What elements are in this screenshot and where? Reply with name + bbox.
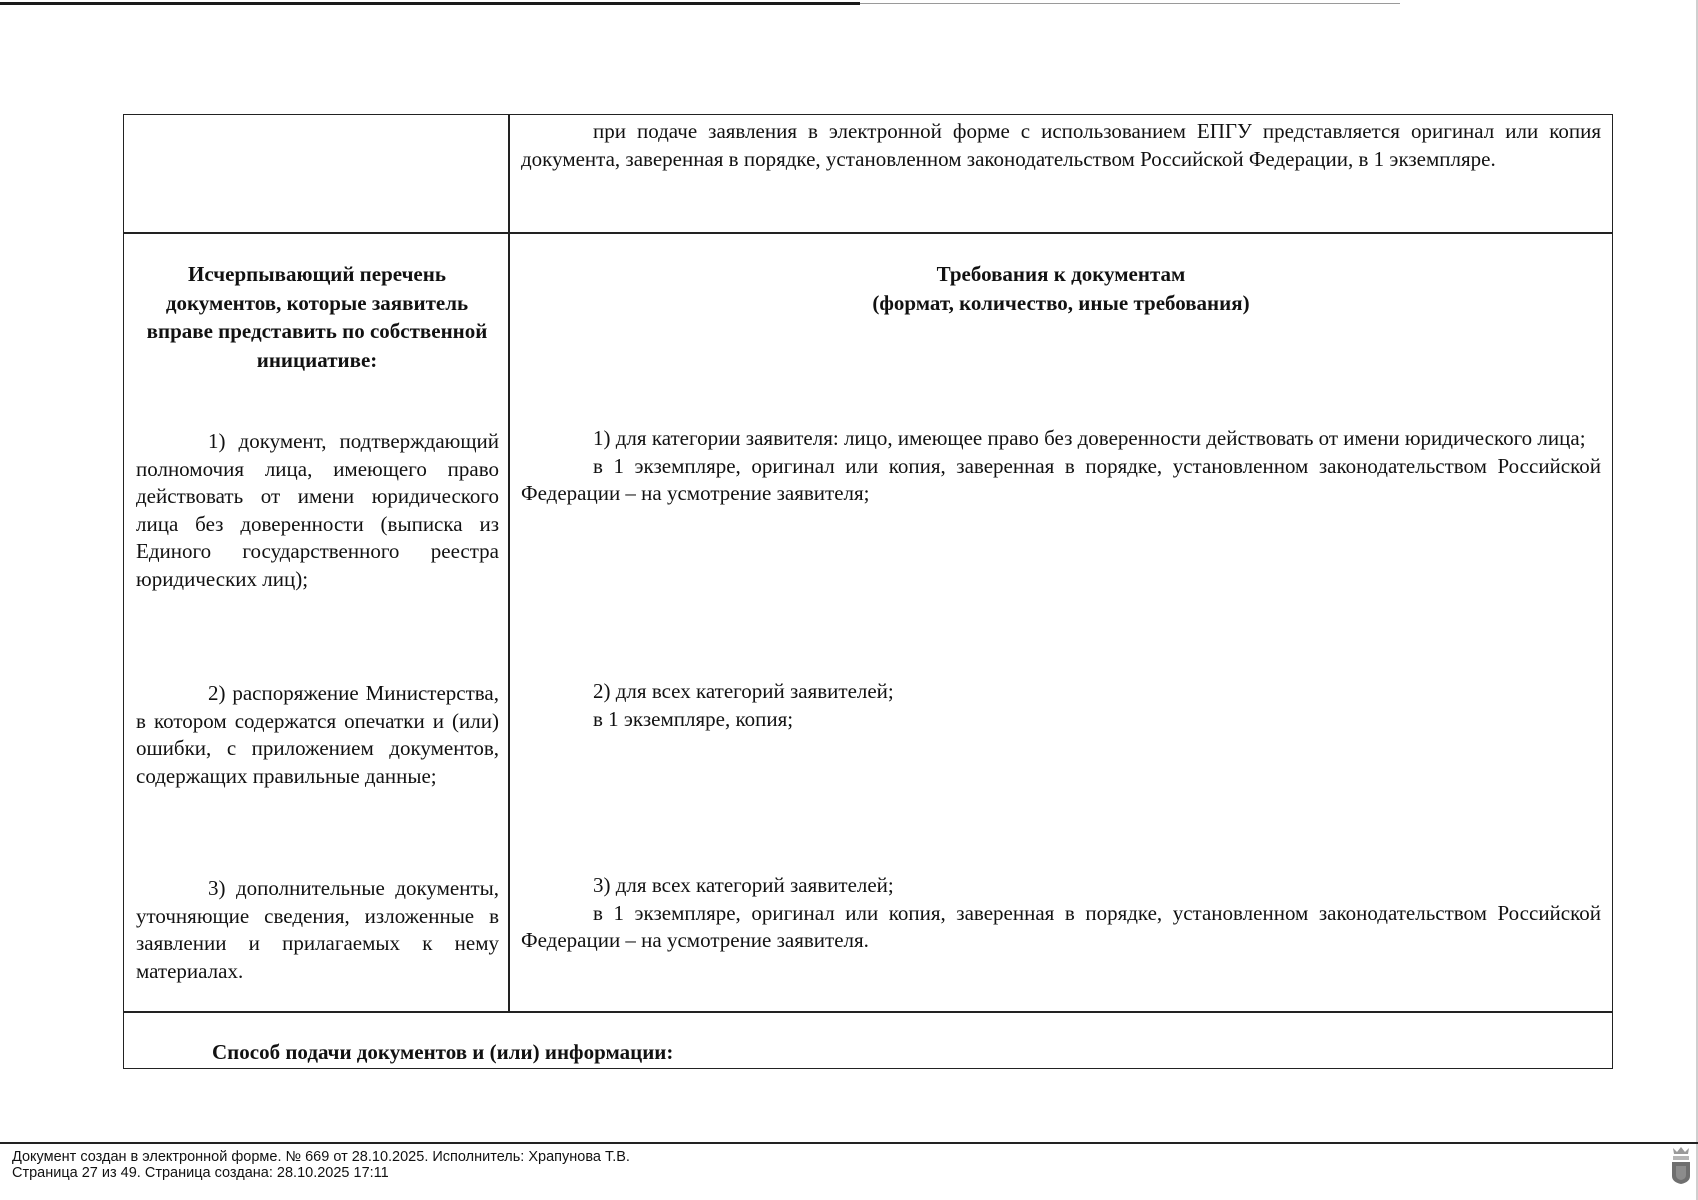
requirement-item-3 <box>521 872 1601 955</box>
document-item-2: 2) распоряжение Министерства, в котором содержатся опечатки и (или) ошибки, с приложением документов, содержащих правильные данные; <box>136 681 499 788</box>
requirement-3-line2: в 1 экземпляре, оригинал или копия, заверенная в порядке, установленном законодательством Российской Федерации – на усмотрение заявителя. <box>521 900 1601 952</box>
left-column-heading: Исчерпывающий перечень документов, которые заявитель вправе представить по собственной инициативе: <box>146 262 488 372</box>
requirement-2-line1: 2) для всех категорий заявителей; <box>593 679 894 703</box>
document-footer <box>12 1149 630 1181</box>
requirement-item-2 <box>521 678 1601 733</box>
footer-line-2: Страница 27 из 49. Страница создана: 28.10.2025 17:11 <box>12 1165 389 1181</box>
requirement-1-line2: в 1 экземпляре, оригинал или копия, заверенная в порядке, установленном законодательством Российской Федерации – на усмотрение заявителя; <box>521 453 1601 505</box>
requirement-1-line1: 1) для категории заявителя: лицо, имеющее право без доверенности действовать от имени юридического лица; <box>593 426 1586 450</box>
right-column-heading <box>521 260 1601 317</box>
document-item-1: 1) документ, подтверждающий полномочия лица, имеющего право действовать от имени юридического лица без доверенности (выписка из Единого государственного реестра юридических лиц); <box>136 429 499 591</box>
requirement-3-line1: 3) для всех категорий заявителей; <box>593 873 894 897</box>
row-divider-1 <box>124 232 1612 234</box>
right-heading-line1: Требования к документам <box>936 262 1186 286</box>
row-divider-2 <box>124 1011 1612 1013</box>
footer-rule <box>0 1142 1698 1144</box>
requirement-item-1 <box>521 425 1601 508</box>
submission-method-heading: Способ подачи документов и (или) информации: <box>212 1040 674 1064</box>
requirements-table <box>123 114 1613 1069</box>
footer-line-1: Документ создан в электронной форме. № 669 от 28.10.2025. Исполнитель: Храпунова Т.В. <box>12 1149 630 1165</box>
scan-top-rule-faint <box>860 3 1400 4</box>
coat-of-arms-icon <box>1669 1145 1693 1185</box>
row1-right-cell <box>521 118 1601 173</box>
column-divider <box>508 115 510 1012</box>
scan-top-rule <box>0 2 860 5</box>
document-item-3: 3) дополнительные документы, уточняющие сведения, изложенные в заявлении и прилагаемых к нему материалах. <box>136 876 499 983</box>
requirement-2-line2: в 1 экземпляре, копия; <box>593 706 794 731</box>
right-heading-line2: (формат, количество, иные требования) <box>872 290 1250 315</box>
epgu-submission-text: при подаче заявления в электронной форме с использованием ЕПГУ представляется оригинал или копия документа, заверенная в порядке, установленном законодательством Российской Федерации, в 1 экземпляре. <box>521 119 1601 171</box>
